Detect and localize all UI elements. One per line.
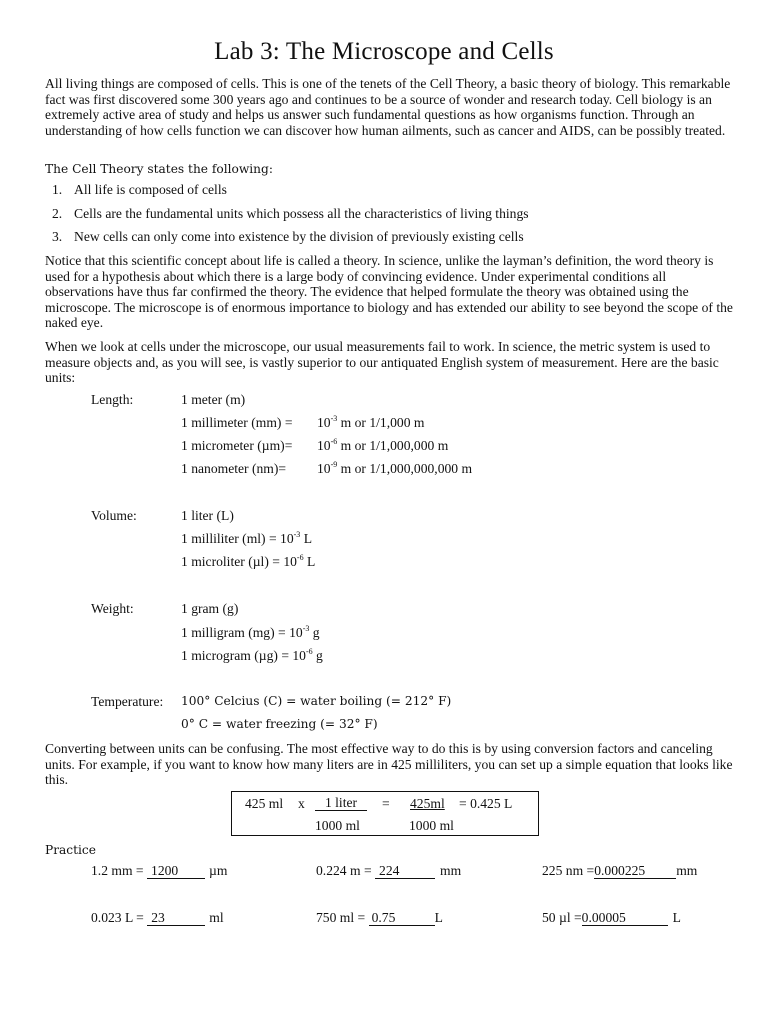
length-base: 1 meter (m) bbox=[181, 392, 246, 407]
unit-row: 1 milligram $(mg) = 10^{-3}$ g bbox=[181, 624, 320, 640]
list-item bbox=[52, 182, 227, 198]
practice-item: 1.2 mm = 1200 µm bbox=[91, 863, 228, 878]
practice-item: 750 ml = 0.75 L bbox=[316, 910, 443, 925]
conversion-equation-box: 425 ml x 1 liter = 425ml = 0.425 L 1000 ml 1000 ml bbox=[231, 791, 539, 836]
practice-item: 50 µl =0.00005 L bbox=[542, 910, 681, 925]
answer-blank: 0.00005 bbox=[582, 911, 668, 926]
temperature-label: Temperature: bbox=[91, 694, 164, 709]
conversion-paragraph: Converting between units can be confusing. The most effective way to do this is by using conversion factors and canceling units. For example, if you want to know how many liters are in 425 milliliters, you can set up a simple equation that looks like this. bbox=[45, 741, 733, 788]
list-text: All life is composed of cells bbox=[74, 182, 227, 197]
practice-item: 225 nm =0.000225 mm bbox=[542, 863, 698, 878]
fraction-numerator: 1 liter bbox=[315, 796, 367, 811]
page-title: Lab 3: The Microscope and Cells bbox=[214, 38, 554, 65]
volume-label: Volume: bbox=[91, 508, 137, 523]
answer-blank: 0.000225 bbox=[594, 864, 676, 879]
answer-blank: 0.75 bbox=[369, 911, 435, 926]
list-number: 3. bbox=[52, 229, 63, 244]
volume-base: 1 liter (L) bbox=[181, 508, 234, 523]
weight-base: 1 gram (g) bbox=[181, 601, 239, 616]
unit-row: 1 nanometer (nm)= $10^{-9}$ m or 1/1,000,000,000 m bbox=[181, 460, 473, 476]
intro-paragraph: All living things are composed of cells. This is one of the tenets of the Cell Theory, a basic theory of biology. This remarkable fact was first discovered some 300 years ago and continues to be a source of wonder and research today. Cell biology is an extremely active area of study and helps us answer such fundamental questions as how organisms function. Through an understanding of how cells function we can discover how human ailments, such as cancer and AIDS, can be possibly treated. bbox=[45, 76, 731, 138]
temperature-freezing: 0° C = water freezing (= 32° F) bbox=[181, 717, 378, 731]
fraction-numerator-2: 425ml bbox=[410, 796, 445, 811]
list-item bbox=[52, 206, 529, 222]
practice-item: 0.224 m = 224 mm bbox=[316, 863, 462, 878]
fraction-denominator-2: 1000 ml bbox=[409, 818, 454, 833]
length-label: Length: bbox=[91, 392, 134, 407]
unit-row: 1 micrometer (µm)= $10^{-6}$ m or 1/1,000,000 m bbox=[181, 437, 449, 453]
unit-row: 1 microgram $(\mu g) = 10^{-6}$ g bbox=[181, 647, 323, 663]
unit-row: 1 milliliter $(ml) = 10^{-3}$ L bbox=[181, 530, 313, 546]
fraction-denominator: 1000 ml bbox=[315, 818, 360, 833]
list-text: New cells can only come into existence by the division of previously existing cells bbox=[74, 229, 524, 244]
practice-item: 0.023 L = 23 ml bbox=[91, 910, 224, 925]
unit-row: 1 millimeter (mm) = $10^{-3}$ m or 1/1,000 m bbox=[181, 414, 425, 430]
units-paragraph: When we look at cells under the microscope, our usual measurements fail to work. In science, the metric system is used to measure objects and, as you will see, is vastly superior to our antiquated English system of measurement. Here are the basic units: bbox=[45, 339, 719, 386]
theory-paragraph: Notice that this scientific concept about life is called a theory. In science, unlike the layman’s definition, the word theory is used for a hypothesis about which there is a large body of convincing evidence. Under experimental conditions all observations have thus far confirmed the theory. The evidence that helped formulate the theory was obtained using the microscope. The microscope is of enormous importance to biology and has extended our ability to see beyond the scope of the naked eye. bbox=[45, 253, 733, 331]
list-number: 1. bbox=[52, 182, 63, 197]
unit-row: 1 microliter $(\mu l) = 10^{-6}$ L bbox=[181, 553, 316, 569]
practice-heading: Practice bbox=[45, 843, 96, 857]
list-item bbox=[52, 229, 524, 245]
list-text: Cells are the fundamental units which possess all the characteristics of living things bbox=[74, 206, 529, 221]
answer-blank: 1200 bbox=[147, 864, 205, 879]
answer-blank: 224 bbox=[375, 864, 435, 879]
list-number: 2. bbox=[52, 206, 63, 221]
cell-theory-heading: The Cell Theory states the following: bbox=[45, 162, 273, 176]
temperature-boiling: 100° Celcius (C) = water boiling (= 212° F) bbox=[181, 694, 452, 708]
weight-label: Weight: bbox=[91, 601, 134, 616]
answer-blank: 23 bbox=[147, 911, 205, 926]
